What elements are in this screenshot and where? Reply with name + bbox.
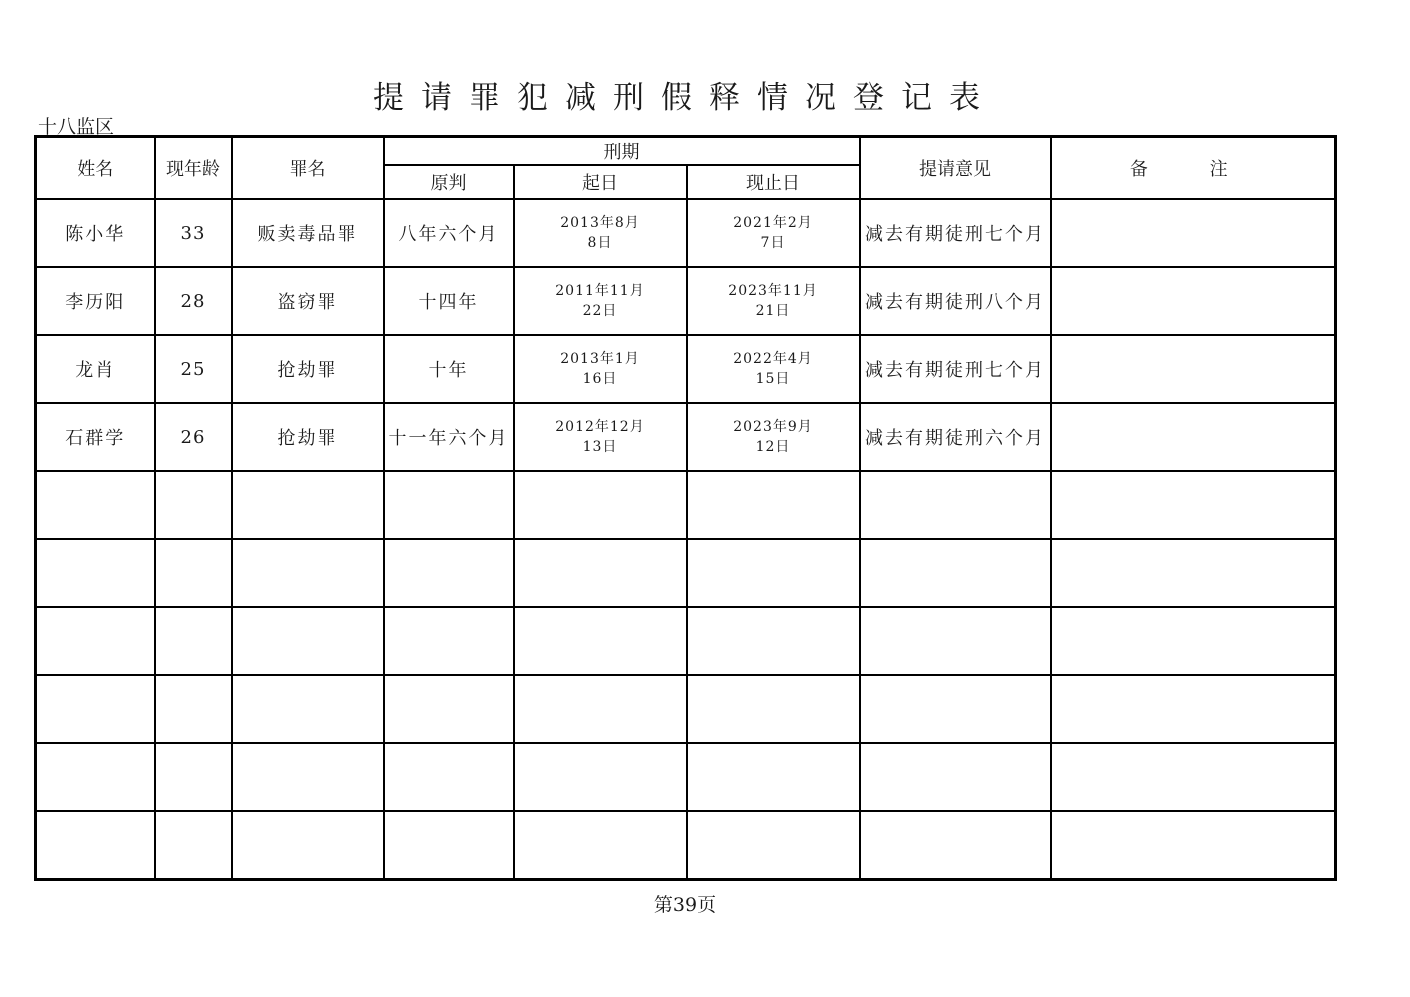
empty-cell [687,539,860,607]
cell-opinion: 减去有期徒刑六个月 [860,403,1051,471]
empty-table-row [36,471,1336,539]
empty-table-row [36,607,1336,675]
table-row [36,199,1336,267]
start-date-year-month: 2011年11月 [555,283,645,299]
cell-opinion: 减去有期徒刑七个月 [860,199,1051,267]
empty-cell [384,675,514,743]
empty-cell [232,539,384,607]
cell-end-date [687,335,860,403]
empty-cell [155,675,232,743]
end-date-year-month: 2022年4月 [733,351,813,367]
empty-cell [155,607,232,675]
table-row [36,403,1336,471]
empty-cell [36,675,155,743]
empty-cell [514,471,687,539]
empty-cell [1051,471,1336,539]
empty-table-row [36,675,1336,743]
cell-crime: 盗窃罪 [232,267,384,335]
end-date-day: 15日 [755,371,791,387]
end-date-year-month: 2021年2月 [733,215,813,231]
empty-cell [1051,539,1336,607]
header-sentence-period: 刑期 [384,137,860,166]
cell-age: 33 [155,199,232,267]
header-opinion: 提请意见 [860,137,1051,200]
cell-opinion: 减去有期徒刑七个月 [860,335,1051,403]
table-body [36,199,1336,880]
cell-original-sentence: 十四年 [384,267,514,335]
page-number: 第39页 [653,894,717,916]
table-row [36,267,1336,335]
empty-cell [687,607,860,675]
empty-cell [687,471,860,539]
start-date-year-month: 2013年8月 [560,215,640,231]
header-original-sentence: 原判 [384,165,514,199]
cell-age: 26 [155,403,232,471]
empty-cell [384,743,514,811]
cell-start-date [514,335,687,403]
cell-name: 陈小华 [36,199,155,267]
empty-cell [232,471,384,539]
empty-cell [155,471,232,539]
cell-end-date [687,403,860,471]
empty-cell [384,607,514,675]
header-name: 姓名 [36,137,155,200]
cell-age: 28 [155,267,232,335]
empty-cell [860,607,1051,675]
start-date-day: 16日 [582,371,618,387]
cell-original-sentence: 十年 [384,335,514,403]
empty-cell [687,811,860,880]
cell-crime: 贩卖毒品罪 [232,199,384,267]
empty-cell [687,675,860,743]
empty-cell [155,811,232,880]
empty-cell [384,539,514,607]
start-date-year-month: 2013年1月 [560,351,640,367]
start-date-year-month: 2012年12月 [555,419,645,435]
header-start-date: 起日 [514,165,687,199]
empty-cell [36,607,155,675]
empty-cell [514,539,687,607]
empty-cell [1051,743,1336,811]
table-row [36,335,1336,403]
cell-original-sentence: 八年六个月 [384,199,514,267]
empty-cell [514,675,687,743]
start-date-day: 13日 [582,439,618,455]
cell-remark [1051,403,1336,471]
end-date-day: 12日 [755,439,791,455]
cell-remark [1051,335,1336,403]
cell-name: 龙肖 [36,335,155,403]
start-date-day: 22日 [582,303,618,319]
empty-cell [384,811,514,880]
header-remark: 备 注 [1051,137,1336,200]
empty-cell [155,743,232,811]
end-date-year-month: 2023年11月 [728,283,818,299]
header-row-top [36,137,1336,166]
empty-cell [155,539,232,607]
empty-table-row [36,539,1336,607]
cell-name: 李历阳 [36,267,155,335]
empty-cell [860,743,1051,811]
empty-cell [232,811,384,880]
empty-cell [36,471,155,539]
empty-cell [860,539,1051,607]
end-date-day: 21日 [755,303,791,319]
empty-cell [514,743,687,811]
cell-age: 25 [155,335,232,403]
cell-start-date [514,199,687,267]
end-date-day: 7日 [760,235,786,251]
empty-cell [860,675,1051,743]
cell-remark [1051,199,1336,267]
empty-cell [232,607,384,675]
page-title: 提请罪犯减刑假释情况登记表 [373,80,997,116]
empty-cell [36,743,155,811]
empty-cell [36,811,155,880]
empty-table-row [36,811,1336,880]
empty-cell [514,607,687,675]
empty-cell [1051,811,1336,880]
cell-name: 石群学 [36,403,155,471]
cell-end-date [687,267,860,335]
cell-opinion: 减去有期徒刑八个月 [860,267,1051,335]
empty-cell [1051,607,1336,675]
empty-cell [1051,675,1336,743]
prison-unit-label: 十八监区 [38,116,115,138]
empty-cell [860,811,1051,880]
empty-cell [384,471,514,539]
end-date-year-month: 2023年9月 [733,419,813,435]
cell-remark [1051,267,1336,335]
cell-start-date [514,403,687,471]
empty-table-row [36,743,1336,811]
header-crime: 罪名 [232,137,384,200]
cell-crime: 抢劫罪 [232,335,384,403]
cell-crime: 抢劫罪 [232,403,384,471]
empty-cell [514,811,687,880]
header-age: 现年龄 [155,137,232,200]
cell-end-date [687,199,860,267]
empty-cell [232,743,384,811]
cell-start-date [514,267,687,335]
start-date-day: 8日 [587,235,613,251]
header-end-date: 现止日 [687,165,860,199]
empty-cell [860,471,1051,539]
commutation-register-table [34,135,1337,881]
empty-cell [232,675,384,743]
cell-original-sentence: 十一年六个月 [384,403,514,471]
empty-cell [36,539,155,607]
empty-cell [687,743,860,811]
